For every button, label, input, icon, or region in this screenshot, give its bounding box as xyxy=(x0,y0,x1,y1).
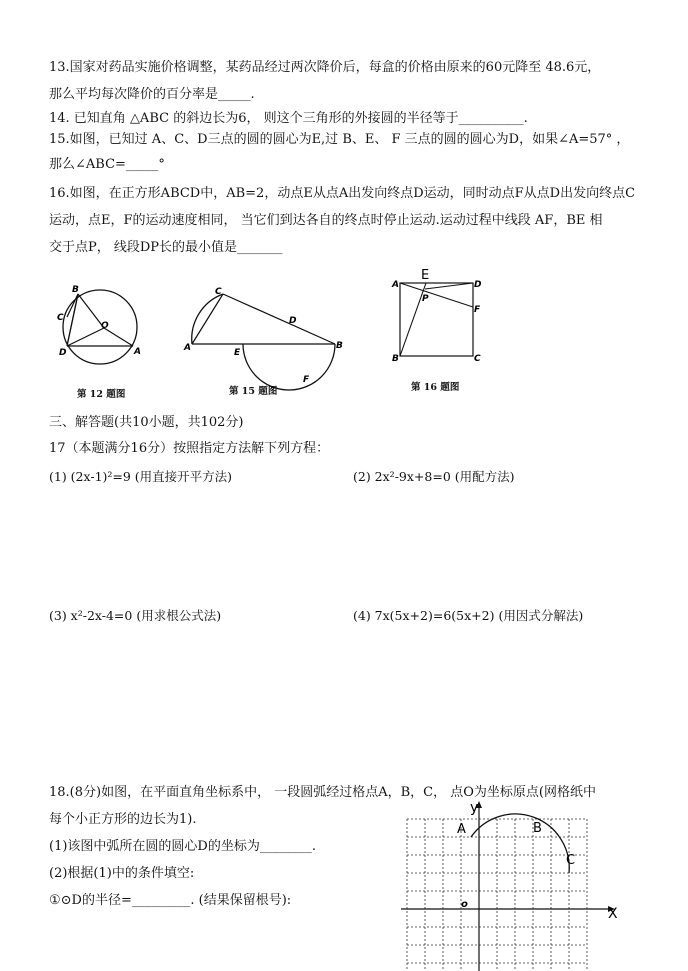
problem-14: 14. 已知直角 △ABC 的斜边长为6， 则这个三角形的外接圆的半径等于__________. xyxy=(49,111,528,126)
fig18-label-y: y xyxy=(470,800,479,816)
fig15-label-b: B xyxy=(336,341,343,351)
fig15-label-d: D xyxy=(289,316,297,326)
figure-12 xyxy=(48,282,158,382)
fig16-label-a: A xyxy=(392,280,399,290)
problem-17-intro: 17（本题满分16分）按照指定方法解下列方程： xyxy=(49,441,330,456)
problem-17-part-4: (4) 7x(5x+2)=6(5x+2) (用因式分解法) xyxy=(353,608,584,623)
fig12-label-c: C xyxy=(57,313,64,323)
arc-abc xyxy=(471,814,569,873)
figure-15-caption: 第 15 题图 xyxy=(229,386,278,397)
problem-18-question-2a: ①⊙D的半径=_________. (结果保留根号): xyxy=(49,893,292,908)
problem-18-line-2: 每个小正方形的边长为1). xyxy=(49,812,197,827)
fig18-label-b: B xyxy=(533,821,542,836)
problem-17-part-1: (1) (2x-1)²=9 (用直接开平方法) xyxy=(49,469,233,484)
figure-15 xyxy=(180,282,350,392)
fig18-label-c: C xyxy=(566,853,576,868)
problem-13-line-1: 13.国家对药品实施价格调整，某药品经过两次降价后，每盒的价格由原来的60元降至 48.6元， xyxy=(49,60,601,75)
problem-13-line-2: 那么平均每次降价的百分率是_____. xyxy=(49,87,255,102)
problem-16-line-1: 16.如图，在正方形ABCD中，AB=2，动点E从点A出发向终点D运动，同时动点F从点D出发向终点C xyxy=(49,186,636,201)
fig16-label-c: C xyxy=(474,354,481,364)
fig12-label-o: O xyxy=(101,321,109,331)
problem-16-line-2: 运动，点E，F的运动速度相同， 当它们到达各自的终点时停止运动.运动过程中线段 AF，BE 相 xyxy=(49,213,603,228)
figure-12-caption: 第 12 题图 xyxy=(77,389,126,400)
problem-18-question-1: (1)该图中弧所在圆的圆心D的坐标为________. xyxy=(49,839,316,854)
fig16-label-d: D xyxy=(474,280,482,290)
figure-18-grid xyxy=(398,799,628,971)
problem-18-line-1: 18.(8分)如图，在平面直角坐标系中， 一段圆弧经过格点A，B，C， 点O为坐标原点(网格纸中 xyxy=(49,785,596,800)
fig18-label-a: A xyxy=(457,822,466,837)
fig16-label-e: E xyxy=(421,268,430,283)
fig16-label-b: B xyxy=(392,354,399,364)
fig18-label-o: o xyxy=(461,899,468,910)
fig15-label-c: C xyxy=(215,287,222,297)
fig15-label-f: F xyxy=(303,375,310,385)
grid-lines xyxy=(407,819,587,971)
problem-17-part-2: (2) 2x²-9x+8=0 (用配方法) xyxy=(353,469,515,484)
problem-18-question-2: (2)根据(1)中的条件填空: xyxy=(49,866,195,881)
fig16-label-f: F xyxy=(474,305,481,315)
fig16-label-p: P xyxy=(422,294,429,304)
section-3-heading: 三、解答题(共10小题，共102分) xyxy=(49,415,244,430)
fig18-label-x: X xyxy=(608,906,618,922)
problem-15-line-1: 15.如图，已知过 A、C、D三点的圆的圆心为E,过 B、E、 F 三点的圆的圆心为D，如果∠A=57° ， xyxy=(49,132,630,147)
fig15-label-a: A xyxy=(184,343,191,353)
problem-17-part-3: (3) x²-2x-4=0 (用求根公式法) xyxy=(49,608,222,623)
fig12-label-b: B xyxy=(72,285,79,295)
figure-16 xyxy=(388,265,488,365)
figure-16-caption: 第 16 题图 xyxy=(411,382,460,393)
problem-15-line-2: 那么∠ABC=_____° xyxy=(49,157,165,172)
fig15-label-e: E xyxy=(234,348,241,358)
fig12-label-a: A xyxy=(134,347,141,357)
problem-16-line-3: 交于点P， 线段DP长的最小值是_______ xyxy=(49,240,283,255)
fig12-label-d: D xyxy=(59,348,67,358)
